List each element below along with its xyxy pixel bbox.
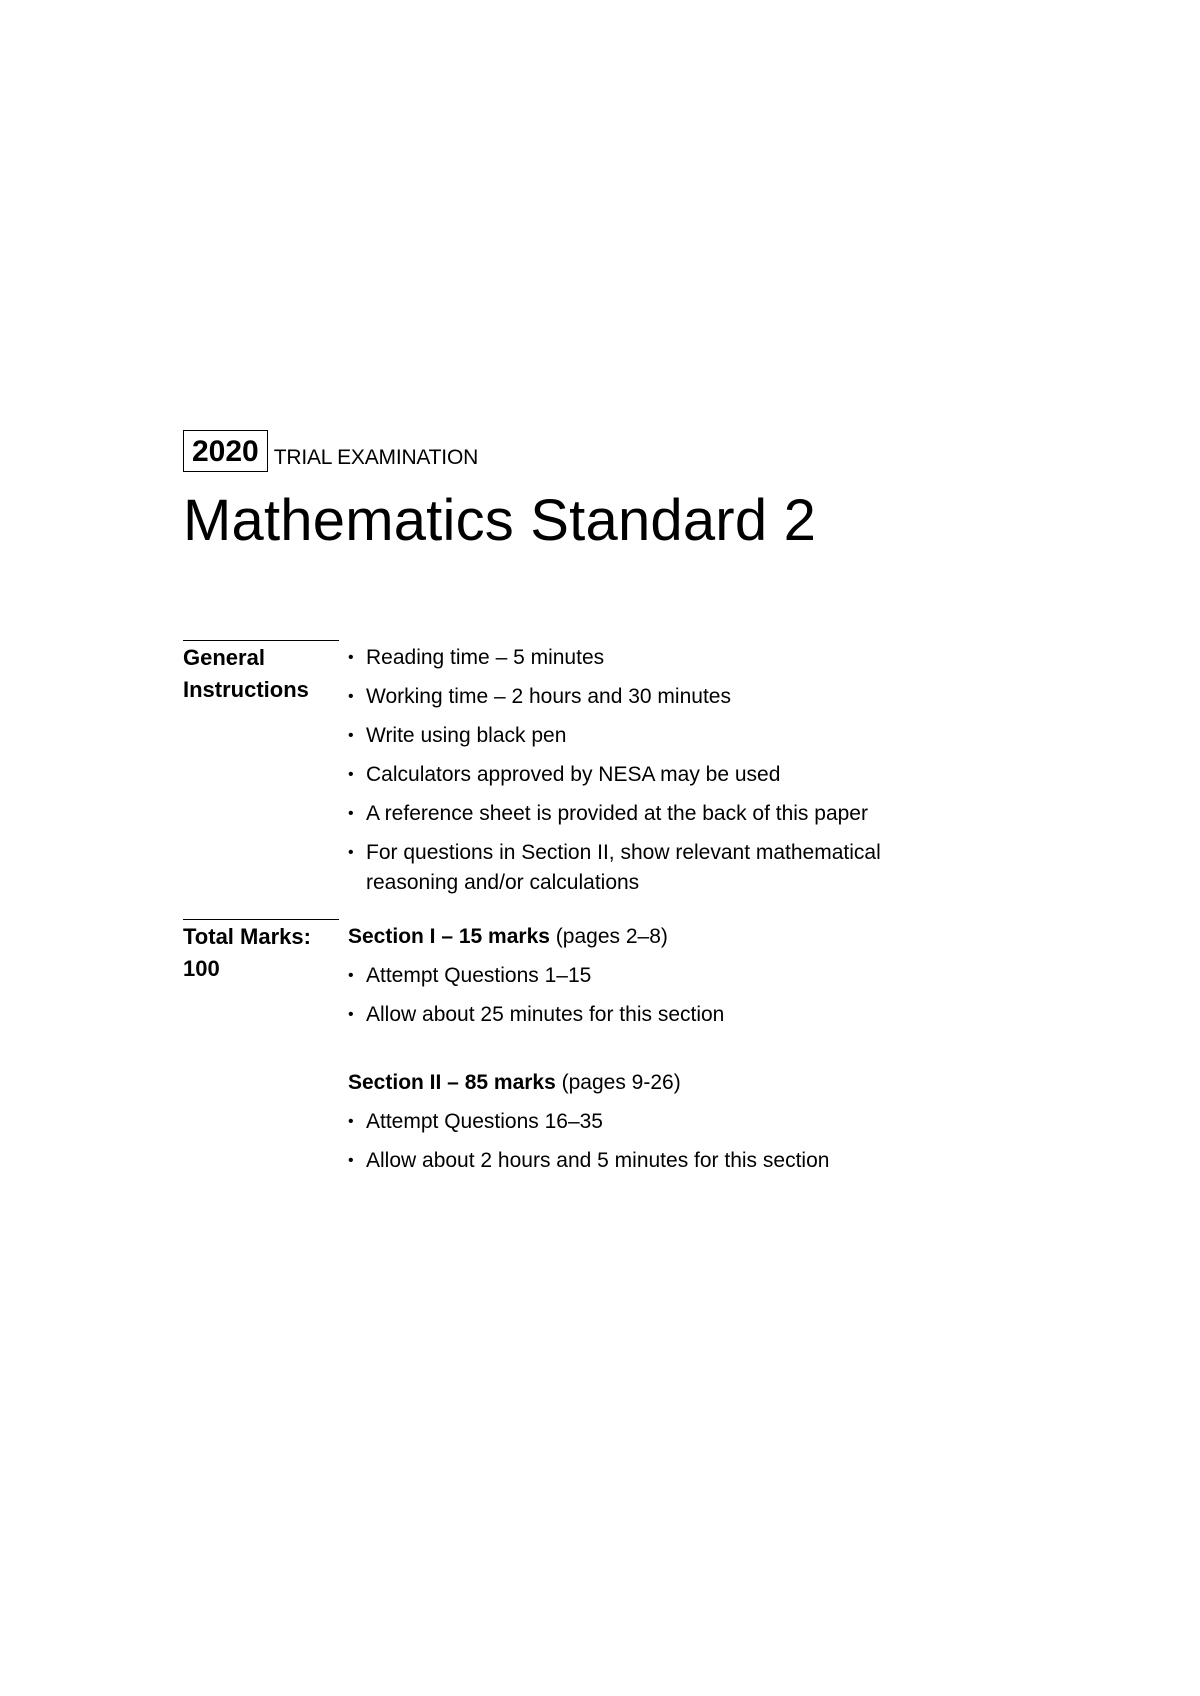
bullet-icon: • [348,1152,354,1169]
bullet-icon: • [348,1006,354,1023]
instruction-item [348,838,966,898]
section-1-item [348,961,1128,991]
exam-year-box: 2020 [183,430,268,472]
section-1-item-text: Allow about 25 minutes for this section [366,1003,725,1026]
instruction-text: Calculators approved by NESA may be used [366,763,781,786]
general-instructions-label-line1: General [183,645,265,670]
bullet-icon: • [348,727,354,744]
instruction-item [348,721,1128,751]
general-instructions-rule [183,640,339,641]
bullet-icon: • [348,805,354,822]
instruction-text: A reference sheet is provided at the back of this paper [366,802,868,825]
bullet-icon: • [348,1113,354,1130]
exam-header [183,428,478,472]
subject-title: Mathematics Standard 2 [183,488,817,553]
total-marks-label: Total Marks: [183,924,311,949]
instruction-text: Reading time – 5 minutes [366,646,605,669]
total-marks-label-block [183,921,343,985]
instruction-item [348,682,1128,712]
section-2-heading [348,1068,1128,1098]
section-2-title: Section II – 85 marks [348,1071,556,1094]
bullet-icon: • [348,649,354,666]
section-1-item-text: Attempt Questions 1–15 [366,964,592,987]
general-instructions-label-line2: Instructions [183,677,309,702]
bullet-icon: • [348,967,354,984]
section-1-pages: (pages 2–8) [555,925,668,948]
total-marks-rule [183,919,339,920]
instruction-item [348,760,1128,790]
section-1-heading [348,922,1128,952]
total-marks-value: 100 [183,956,220,981]
section-2-item [348,1107,1128,1137]
instruction-item [348,799,1128,829]
instruction-text: Working time – 2 hours and 30 minutes [366,685,731,708]
section-2-item [348,1146,1128,1176]
bullet-icon: • [348,766,354,783]
section-2-item-text: Attempt Questions 16–35 [366,1110,603,1133]
bullet-icon: • [348,844,354,861]
sections-list [348,922,1128,1185]
instruction-text: Write using black pen [366,724,567,747]
general-instructions-list [348,643,1128,907]
section-1-title: Section I – 15 marks [348,925,550,948]
section-2-pages: (pages 9-26) [561,1071,681,1094]
section-2-item-text: Allow about 2 hours and 5 minutes for this section [366,1149,830,1172]
section-1-item [348,1000,1128,1030]
exam-type-label: TRIAL EXAMINATION [273,446,479,469]
general-instructions-label [183,642,343,706]
instruction-text: For questions in Section II, show relevant mathematical reasoning and/or calculations [366,841,881,894]
instruction-item [348,643,1128,673]
bullet-icon: • [348,688,354,705]
